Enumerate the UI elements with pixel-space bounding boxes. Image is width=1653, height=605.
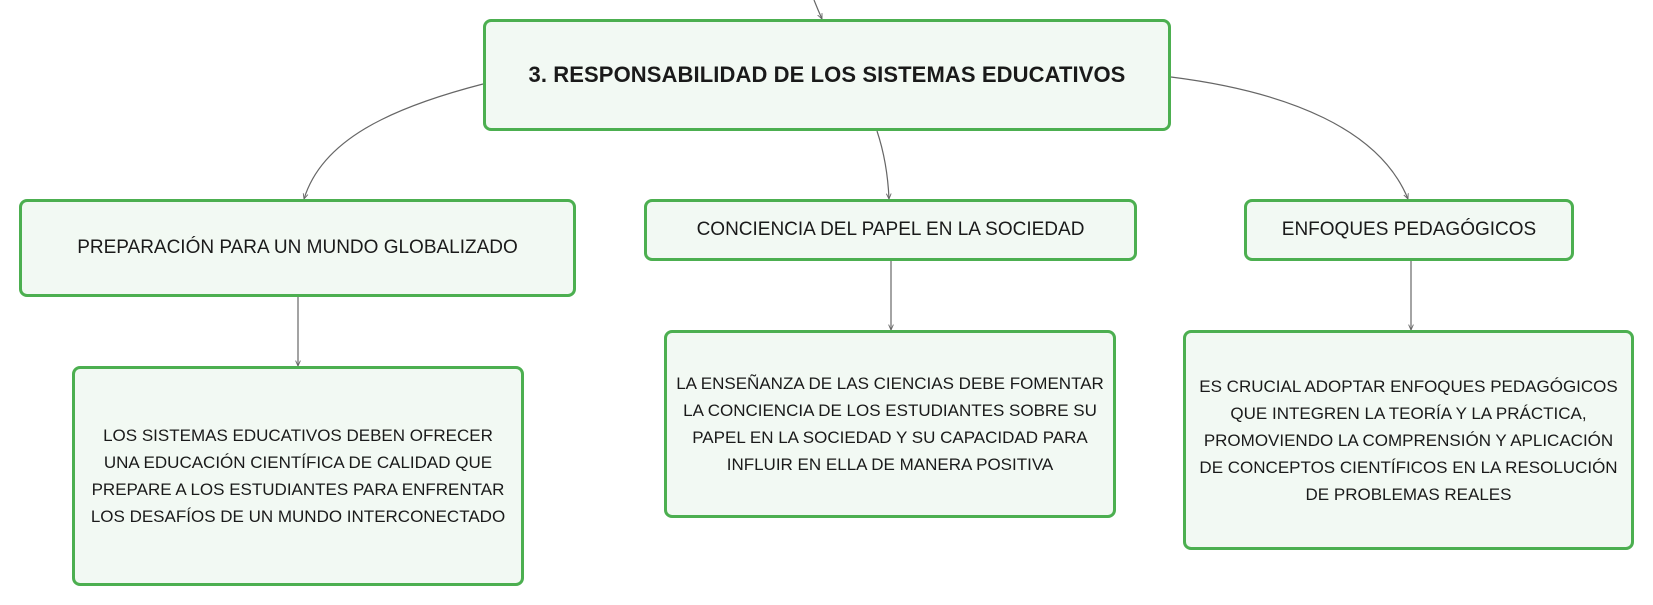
- detail-node-globalizado[interactable]: [72, 366, 524, 586]
- branch-node-label: ENFOQUES PEDAGÓGICOS: [1281, 219, 1537, 240]
- detail-node-text: ES CRUCIAL ADOPTAR ENFOQUES PEDAGÓGICOS QUE INTEGREN LA TEORÍA Y LA PRÁCTICA, PROMOVIENDO LA COMPRENSIÓN Y APLICACIÓN DE CONCEPTOS CIENTÍFICOS EN LA RESOLUCIÓN DE PROBLEMAS REALES: [1199, 376, 1618, 504]
- root-node[interactable]: [483, 19, 1171, 131]
- branch-node-label: CONCIENCIA DEL PAPEL EN LA SOCIEDAD: [696, 219, 1085, 240]
- detail-node-enfoques[interactable]: [1183, 330, 1634, 550]
- branch-node-enfoques[interactable]: [1244, 199, 1574, 261]
- detail-node-sociedad[interactable]: [664, 330, 1116, 518]
- branch-node-sociedad[interactable]: [644, 199, 1137, 261]
- connector-root-branch-3: [1171, 77, 1408, 199]
- connector-root-branch-1: [304, 84, 483, 199]
- connector-root-branch-2: [877, 131, 889, 199]
- connector-incoming-root: [814, 0, 822, 19]
- root-node-label: 3. RESPONSABILIDAD DE LOS SISTEMAS EDUCATIVOS: [528, 62, 1126, 87]
- branch-node-label: PREPARACIÓN PARA UN MUNDO GLOBALIZADO: [77, 237, 518, 258]
- detail-node-text: LA ENSEÑANZA DE LAS CIENCIAS DEBE FOMENTAR LA CONCIENCIA DE LOS ESTUDIANTES SOBRE SU PAPEL EN LA SOCIEDAD Y SU CAPACIDAD PARA INFLUIR EN ELLA DE MANERA POSITIVA: [676, 374, 1104, 474]
- branch-node-globalizado[interactable]: [19, 199, 576, 297]
- detail-node-text: LOS SISTEMAS EDUCATIVOS DEBEN OFRECER UNA EDUCACIÓN CIENTÍFICA DE CALIDAD QUE PREPARE A LOS ESTUDIANTES PARA ENFRENTAR LOS DESAFÍOS DE UN MUNDO INTERCONECTADO: [90, 426, 506, 526]
